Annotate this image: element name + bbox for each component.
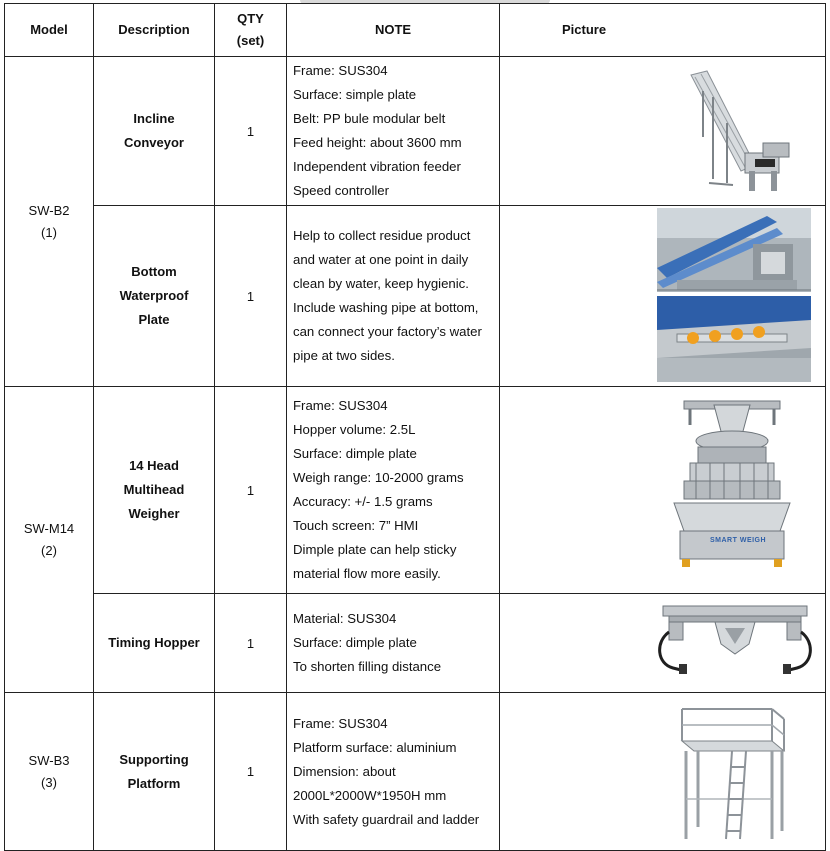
note-line: Speed controller	[293, 183, 390, 198]
weigher-brand-label: SMART WEIGH	[710, 537, 767, 544]
qty-cell: 1	[215, 693, 287, 851]
header-qty: QTY (set)	[215, 4, 287, 57]
note-cell	[287, 387, 500, 594]
model-cell: SW-B3 (3)	[5, 693, 94, 851]
description-cell: 14 Head Multihead Weigher	[94, 387, 215, 594]
note-line: 2000L*2000W*1950H mm	[293, 787, 447, 803]
note-cell	[287, 206, 500, 387]
note-line: Hopper volume: 2.5L	[293, 422, 416, 437]
description-cell: Timing Hopper	[94, 594, 215, 693]
description-cell: Bottom Waterproof Plate	[94, 206, 215, 387]
note-line: With safety guardrail and ladder	[293, 811, 480, 827]
picture-cell	[500, 206, 826, 387]
picture-cell	[500, 594, 826, 693]
picture-cell	[500, 387, 826, 594]
header-note: NOTE	[287, 4, 500, 57]
header-picture: Picture	[500, 4, 826, 57]
header-model: Model	[5, 4, 94, 57]
note-line: Weigh range: 10-2000 grams	[293, 470, 464, 485]
description-cell: Supporting Platform	[94, 693, 215, 851]
note-line: pipe at two sides.	[293, 348, 395, 363]
note-line: Material: SUS304	[293, 611, 397, 626]
picture-cell	[500, 693, 826, 851]
note-line: Include washing pipe at bottom,	[293, 300, 479, 315]
equipment-table	[4, 3, 826, 851]
note-line: Help to collect residue product	[293, 228, 471, 243]
note-line: Frame: SUS304	[293, 715, 388, 731]
qty-cell: 1	[215, 206, 287, 387]
note-line: Surface: dimple plate	[293, 446, 417, 461]
note-line: Surface: simple plate	[293, 87, 417, 102]
table-row	[5, 387, 826, 594]
model-cell: SW-B2 (1)	[5, 57, 94, 387]
waterproof-plate-photo	[657, 208, 811, 382]
note-line: To shorten filling distance	[293, 659, 442, 674]
note-line: Feed height: about 3600 mm	[293, 135, 462, 150]
qty-cell: 1	[215, 594, 287, 693]
model-cell: SW-M14 (2)	[5, 387, 94, 693]
note-line: Accuracy: +/- 1.5 grams	[293, 494, 433, 509]
note-line: Surface: dimple plate	[293, 635, 417, 650]
header-description: Description	[94, 4, 215, 57]
table-row	[5, 206, 826, 387]
note-line: clean by water, keep hygienic.	[293, 276, 469, 291]
qty-cell: 1	[215, 57, 287, 206]
note-line: Platform surface: aluminium	[293, 739, 457, 755]
note-line: and water at one point in daily	[293, 252, 469, 267]
supporting-platform-photo	[672, 699, 792, 843]
description-cell: Incline Conveyor	[94, 57, 215, 206]
incline-conveyor-photo	[685, 67, 800, 197]
note-cell	[287, 693, 500, 851]
note-line: can connect your factory’s water	[293, 324, 482, 339]
note-line: Frame: SUS304	[293, 63, 388, 78]
note-line: material flow more easily.	[293, 566, 441, 581]
header-row	[5, 4, 826, 57]
note-line: Dimension: about	[293, 763, 396, 779]
timing-hopper-photo	[655, 598, 815, 686]
picture-cell	[500, 57, 826, 206]
multihead-weigher-photo	[670, 395, 795, 571]
table-row	[5, 594, 826, 693]
note-line: Independent vibration feeder	[293, 159, 461, 174]
note-line: Dimple plate can help sticky	[293, 542, 457, 557]
qty-cell: 1	[215, 387, 287, 594]
note-cell	[287, 57, 500, 206]
note-line: Belt: PP bule modular belt	[293, 111, 446, 126]
note-cell	[287, 594, 500, 693]
table-row	[5, 693, 826, 851]
table-row	[5, 57, 826, 206]
note-line: Touch screen: 7” HMI	[293, 518, 419, 533]
note-line: Frame: SUS304	[293, 398, 388, 413]
